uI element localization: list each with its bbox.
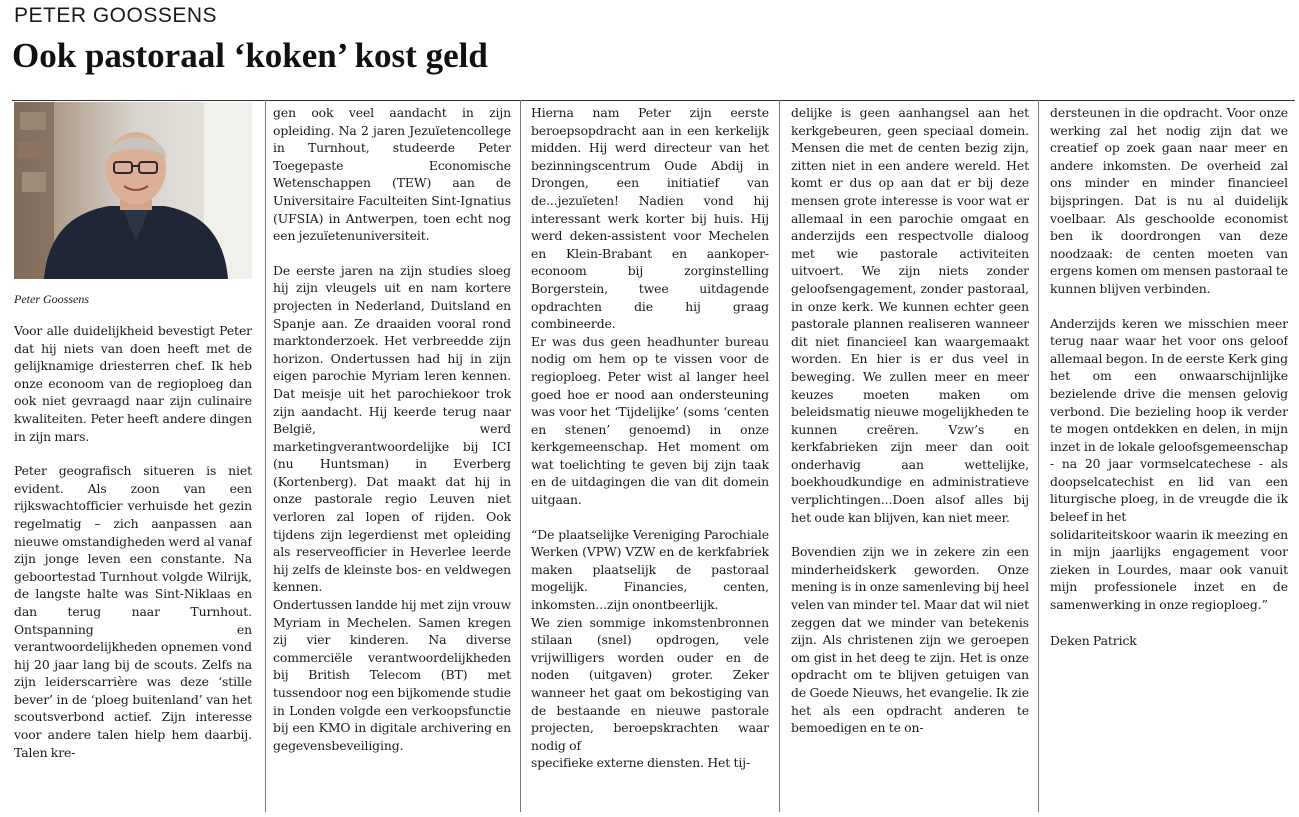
text-column-1 (14, 322, 252, 814)
paragraph: De eerste jaren na zijn studies sloeg hij zijn vleugels uit en nam kortere projecten in Nederland, Duitsland en Spanje aan. Ze draaiden vooral rond marktonderzoek. Het verbreedde zijn horizon. Ondertussen had hij in zijn eigen parochie Myriam leren kennen. Dat meisje uit het parochiekoor trok zijn aandacht. Hij keerde terug naar België, werd marketingverantwoordelijke bij ICI (nu Huntsman) in Everberg (Kortenberg). Dat maakt dat hij in onze pastorale regio Leuven niet verloren zal lopen of rijden. Ook tijdens zijn legerdienst met opleiding als reserveofficier in Heverlee leerde hij zelfs de kleinste bos- en veldwegen kennen. (273, 262, 511, 595)
headline-rule (12, 100, 1295, 101)
paragraph: Er was dus geen headhunter bureau nodig om hem op te vissen voor de regioploeg. Peter wist al langer heel goed hoe er nood aan ondersteuning was voor het ‘Tijdelijke’ (soms ‘centen en stenen’ genoemd) in onze kerkgemeenschap. Het moment om wat toelichting te geven bij zijn taak en de uitdagingen die van dit domein uitgaan. (531, 333, 769, 508)
column-divider (779, 100, 780, 812)
text-column-5 (1050, 104, 1288, 812)
column-divider (265, 100, 266, 812)
article-headline: Ook pastoraal ‘koken’ kost geld (12, 36, 488, 75)
paragraph: Bovendien zijn we in zekere zin een minderheidskerk geworden. Onze mening is in onze samenleving bij heel velen van minder tel. Maar dat wil niet zeggen dat we minder van betekenis zijn. Als christenen zijn we geroepen om gist in het deeg te zijn. Het is onze opdracht om te blijven getuigen van de Goede Nieuws, het evangelie. Ik zie het als een opdracht anderen te bemoedigen en te on- (791, 544, 1029, 736)
text-column-4 (791, 104, 1029, 812)
paragraph: solidariteitskoor waarin ik meezing en in mijn jaarlijks engagement voor zieken in Lourdes, maar ook vanuit mijn professionele inzet en de samenwerking in onze regioploeg.” (1050, 526, 1288, 613)
paragraph: “De plaatselijke Vereniging Parochiale Werken (VPW) VZW en de kerkfabriek maken plaatselijk de pastoraal mogelijk. Financies, centen, inkomsten...zijn onontbeerlijk. (531, 526, 769, 613)
paragraph: dersteunen in die opdracht. Voor onze werking zal het nodig zijn dat we creatief op zoek gaan naar meer en andere inkomsten. De overheid zal ons minder en minder financieel bijspringen. Dat is nu al duidelijk voelbaar. Als geschoolde economist ben ik doordrongen van deze noodzaak: de centen moeten van ergens komen om mensen pastoraal te kunnen blijven verbinden. (1050, 105, 1288, 296)
paragraph: specifieke externe diensten. Het tij- (531, 755, 751, 771)
paragraph: delijke is geen aanhangsel aan het kerkgebeuren, geen speciaal domein. Mensen die met de centen bezig zijn, zitten niet in een andere wereld. Het komt er dus op aan dat er bij deze mensen grote interesse is voor wat er allemaal in een parochie omgaat en anderzijds een respectvolle dialoog met wie pastorale activiteiten uitvoert. We zijn niets zonder geloofsengagement, zonder pastoraal, in onze kerk. We kunnen echter geen pastorale plannen realiseren wanneer dit niet financieel kan waargemaakt worden. En hier is er dus veel in beweging. We zullen meer en meer keuzes moeten maken om beleidsmatig nieuwe mogelijkheden te kunnen creëren. Vzw’s en kerkfabrieken zijn meer dan ooit onderhavig aan wettelijke, boekhoudkundige en administratieve verplichtingen...Doen alsof alles bij het oude kan blijven, kan niet meer. (791, 105, 1029, 525)
paragraph: Peter geografisch situeren is niet evident. Als zoon van een rijkswachtofficier verhuisde het gezin regelmatig – zich aanpassen aan nieuwe omstandigheden werd al vanaf zijn jonge leven een constante. Na geboortestad Turnhout volgde Wilrijk, de langste halte was Sint-Niklaas en dan terug naar Turnhout. Ontspanning en verantwoordelijkheden opnemen vond hij 20 jaar lang bij de scouts. Zelfs na zijn leiderscarrière was deze ‘stille bever’ in de ‘ploeg buitenland’ van het scoutsverbond actief. Zijn interesse voor andere talen hielp hem daarbij. Talen kre- (14, 463, 252, 760)
text-column-2 (273, 104, 511, 812)
portrait-photo-icon (14, 102, 252, 279)
photo-caption: Peter Goossens (14, 292, 89, 306)
paragraph: gen ook veel aandacht in zijn opleiding. Na 2 jaren Jezuïetencollege in Turnhout, studeerde Peter Toegepaste Economische Wetenschappen (TEW) aan de Universitaire Faculteiten Sint-Ignatius (UFSIA) in Antwerpen, toen echt nog een jezuïetenuniversiteit. (273, 105, 511, 244)
column-divider (1038, 100, 1039, 812)
paragraph: Anderzijds keren we misschien meer terug naar waar het voor ons geloof allemaal begon. In de eerste Kerk ging het om een onwaarschijnlijke bezielende drive die mensen gelovig verbond. Die bezieling hoop ik verder te mogen ontdekken en delen, in mijn inzet in de lokale geloofsgemeenschap - na 20 jaar vormselcatechese - als doopselcatechist en lid van een liturgische ploeg, in de vreugde die ik beleef in het (1050, 315, 1288, 525)
paragraph: Ondertussen landde hij met zijn vrouw Myriam in Mechelen. Samen kregen zij vier kinderen. Na diverse commerciële verantwoordelijkheden bij British Telecom (BT) met tussendoor nog een bijkomende studie in Londen volgde een verkoopsfunctie bij een KMO in digitale archivering en gegevensbeveiliging. (273, 597, 511, 753)
portrait-photo-svg (14, 102, 252, 279)
section-kicker: PETER GOOSSENS (14, 4, 218, 27)
paragraph: Voor alle duidelijkheid bevestigt Peter dat hij niets van doen heeft met de gelijknamige driesterren chef. Ik heb onze econoom van de regioploeg dan ook niet gevraagd naar zijn culinaire kwaliteiten. Peter heeft andere dingen in zijn mars. (14, 323, 252, 444)
paragraph: Hierna nam Peter zijn eerste beroepsopdracht aan in een kerkelijk midden. Hij werd directeur van het bezinningscentrum Oude Abdij in Drongen, een initiatief van de...jezuïeten! Nadien vond hij interessant werk korter bij huis. Hij werd deken-assistent voor Mechelen en Klein-Brabant en aankoper-econoom bij zorginstelling Borgerstein, twee uitdagende opdrachten die hij graag combineerde. (531, 105, 769, 332)
text-column-3 (531, 104, 769, 812)
column-divider (520, 100, 521, 812)
paragraph: We zien sommige inkomstenbronnen stilaan (snel) opdrogen, vele vrijwilligers worden ouder en de noden (uitgaven) groter. Zeker wanneer het gaat om bekostiging van de bestaande en nieuwe pastorale projecten, beroepskrachten waar nodig of (531, 614, 769, 753)
author-signature: Deken Patrick (1050, 632, 1137, 648)
